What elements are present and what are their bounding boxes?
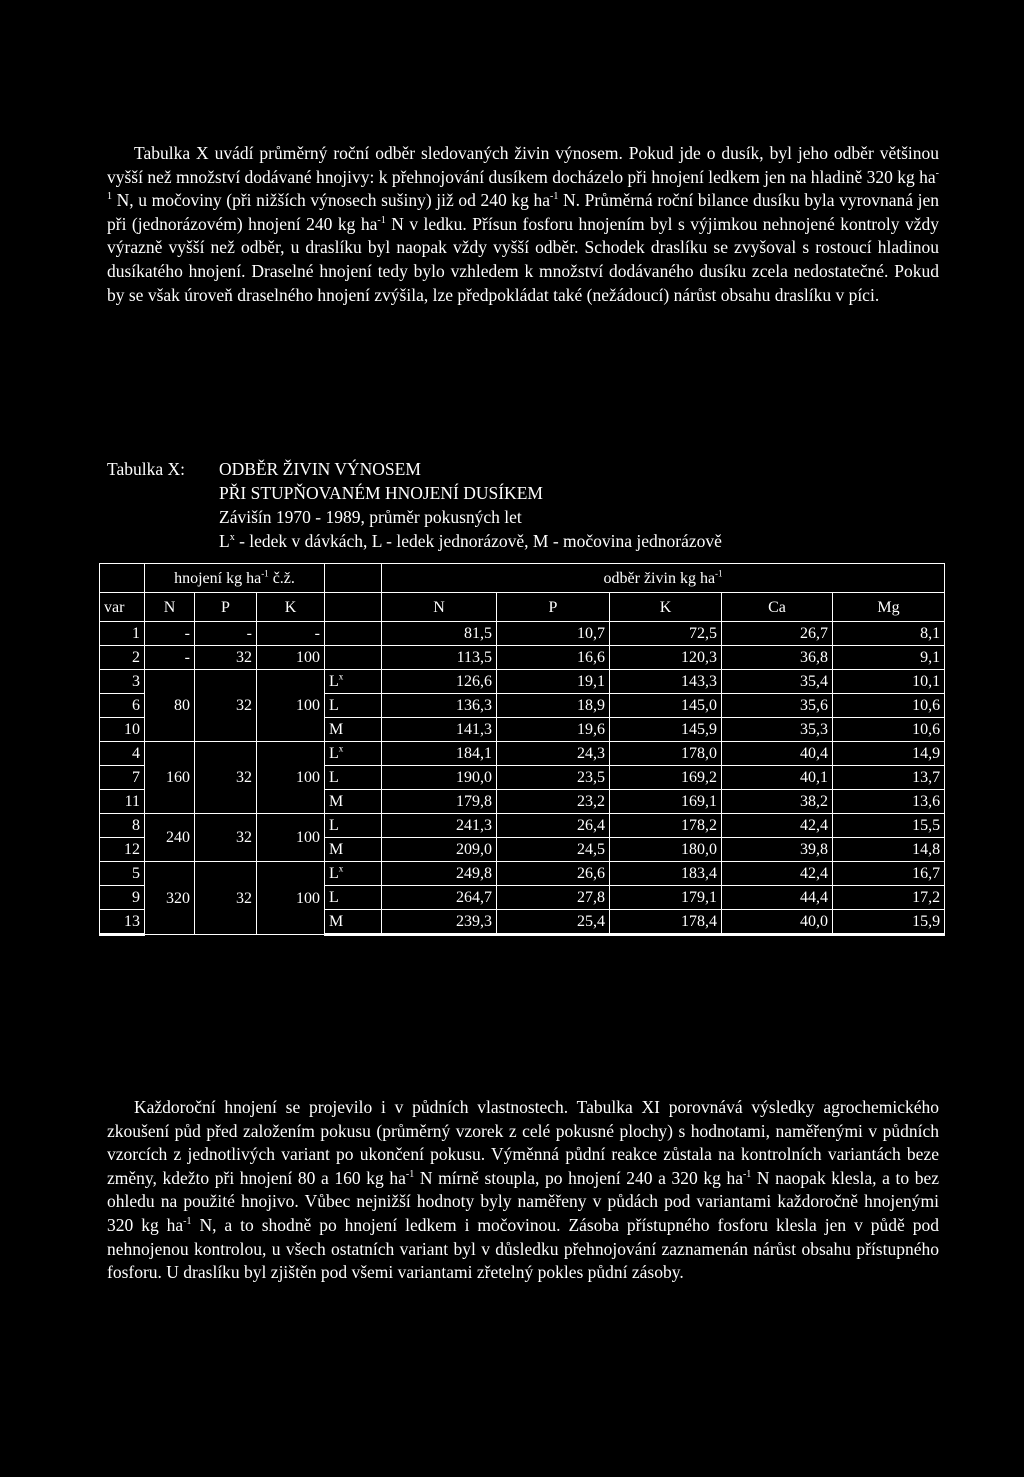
cell-uptake-ca: 44,4 xyxy=(722,886,833,910)
cell-uptake-k: 180,0 xyxy=(610,838,722,862)
cell-uptake-n: 209,0 xyxy=(382,838,497,862)
cell-k: 100 xyxy=(257,670,325,742)
unit-exponent: -1 xyxy=(405,1168,415,1180)
cell-uptake-k: 178,2 xyxy=(610,814,722,838)
cell-uptake-n: 184,1 xyxy=(382,742,497,766)
outro-text-1: Každoroční hnojení se projevilo i v půdních vlastnostech. Tabulka XI porovnává výsledky agrochemického zkoušení půd před založením pokusu (průměrný vzorek z celé pokusné plochy) s hodnotami, naměřenými v půdních vzorcích z jednotlivých variant po ukončení pokusu. Výměnná půdní reakce zůstala na kontrolních variantách beze změny, kdežto při hnojení 80 a 160 kg ha xyxy=(107,1097,939,1188)
cell-form: M xyxy=(325,838,382,862)
cell-uptake-ca: 36,8 xyxy=(722,646,833,670)
cell-uptake-p: 24,3 xyxy=(497,742,610,766)
table-row xyxy=(100,622,945,646)
cell-n: - xyxy=(145,646,195,670)
cell-uptake-k: 145,0 xyxy=(610,694,722,718)
header-var: var xyxy=(100,593,145,622)
cell-n: - xyxy=(145,622,195,646)
header-uptake-ca: Ca xyxy=(722,593,833,622)
cell-uptake-mg: 16,7 xyxy=(833,862,945,886)
table-row xyxy=(100,814,945,838)
cell-form xyxy=(325,622,382,646)
cell-form: M xyxy=(325,910,382,935)
caption-title: ODBĚR ŽIVIN VÝNOSEM xyxy=(219,459,421,479)
cell-uptake-k: 143,3 xyxy=(610,670,722,694)
cell-var: 12 xyxy=(100,838,145,862)
cell-uptake-mg: 14,9 xyxy=(833,742,945,766)
intro-text-2: N, u močoviny (při nižších výnosech sušiny) již od 240 kg ha xyxy=(112,190,551,211)
cell-uptake-mg: 15,9 xyxy=(833,910,945,935)
outro-text-4: N, a to shodně po hnojení ledkem i močovinou. Zásoba přístupného fosforu klesla jen v půdě pod nehnojenou kontrolou, u všech ostatních variant byl v důsledku přehnojování zaznamenán nárůst obsahu přístupného fosforu. U draslíku byl zjištěn pod všemi variantami zřetelný pokles půdní zásoby. xyxy=(107,1214,939,1283)
cell-uptake-ca: 42,4 xyxy=(722,862,833,886)
cell-uptake-k: 169,1 xyxy=(610,790,722,814)
table-header-row xyxy=(100,593,945,622)
cell-uptake-n: 81,5 xyxy=(382,622,497,646)
cell-uptake-k: 183,4 xyxy=(610,862,722,886)
outro-text-3: N naopak klesla, a to bez ohledu na použité hnojivo. Vůbec nejnižší hodnoty byly naměřeny v půdách pod variantami každoročně hnojenými 320 kg ha xyxy=(107,1167,939,1235)
cell-form: L xyxy=(325,694,382,718)
cell-k: 100 xyxy=(257,862,325,935)
cell-form: L xyxy=(325,766,382,790)
cell-uptake-k: 72,5 xyxy=(610,622,722,646)
cell-n: 80 xyxy=(145,670,195,742)
cell-form: M xyxy=(325,718,382,742)
outro-text-2: N mírně stoupla, po hnojení 240 a 320 kg ha xyxy=(414,1167,743,1188)
cell-uptake-p: 18,9 xyxy=(497,694,610,718)
cell-p: 32 xyxy=(195,646,257,670)
cell-var: 2 xyxy=(100,646,145,670)
header-fertilization: hnojení kg $ha^{-1}$ č.ž. xyxy=(145,564,325,593)
cell-var: 4 xyxy=(100,742,145,766)
caption-legend: $L^x$ - ledek v dávkách, L - ledek jednorázově, M - močovina jednorázově xyxy=(219,531,722,551)
cell-uptake-n: 179,8 xyxy=(382,790,497,814)
cell-p: - xyxy=(195,622,257,646)
cell-var: 7 xyxy=(100,766,145,790)
cell-form xyxy=(325,646,382,670)
cell-uptake-ca: 35,4 xyxy=(722,670,833,694)
intro-text-4: N v ledku. Přísun fosforu hnojením byl s výjimkou nehnojené kontroly vždy výrazně vyšší než odběr, u draslíku byl naopak vždy vyšší odběr. Schodek draslíku se zvyšoval s rostoucí hladinou dusíkatého hnojení. Draselné hnojení tedy bylo vzhledem k množství dodávaného dusíku zcela nedostatečné. Pokud by se však úroveň draselného hnojení zvýšila, lze předpokládat také (nežádoucí) nárůst obsahu draslíku v píci. xyxy=(107,213,939,305)
cell-uptake-ca: 42,4 xyxy=(722,814,833,838)
table-row xyxy=(100,862,945,886)
cell-uptake-mg: 10,6 xyxy=(833,694,945,718)
header-empty-cell xyxy=(325,564,382,593)
cell-uptake-mg: 17,2 xyxy=(833,886,945,910)
cell-uptake-mg: 15,5 xyxy=(833,814,945,838)
cell-uptake-p: 10,7 xyxy=(497,622,610,646)
cell-uptake-mg: 10,1 xyxy=(833,670,945,694)
intro-text-1: Tabulka X uvádí průměrný roční odběr sledovaných živin výnosem. Pokud jde o dusík, byl jeho odběr většinou vyšší než množství dodávané hnojivy: k přehnojování dusíkem docházelo při hnojení ledkem jen na hladině 320 kg ha xyxy=(107,143,939,187)
cell-uptake-ca: 40,4 xyxy=(722,742,833,766)
cell-uptake-mg: 13,7 xyxy=(833,766,945,790)
unit-exponent: -1 xyxy=(107,167,939,203)
cell-uptake-p: 26,4 xyxy=(497,814,610,838)
cell-uptake-n: 136,3 xyxy=(382,694,497,718)
cell-uptake-mg: 14,8 xyxy=(833,838,945,862)
cell-uptake-k: 120,3 xyxy=(610,646,722,670)
cell-uptake-ca: 26,7 xyxy=(722,622,833,646)
cell-n: 320 xyxy=(145,862,195,935)
cell-var: 5 xyxy=(100,862,145,886)
cell-uptake-p: 19,6 xyxy=(497,718,610,742)
cell-form: M xyxy=(325,790,382,814)
header-k: K xyxy=(257,593,325,622)
cell-uptake-ca: 35,3 xyxy=(722,718,833,742)
header-uptake: odběr živin kg $ha^{-1}$ xyxy=(382,564,945,593)
table-header-group-row xyxy=(100,564,945,593)
table-row xyxy=(100,742,945,766)
unit-exponent: -1 xyxy=(377,214,386,226)
cell-uptake-n: 113,5 xyxy=(382,646,497,670)
cell-p: 32 xyxy=(195,814,257,862)
cell-p: 32 xyxy=(195,742,257,814)
cell-uptake-mg: 10,6 xyxy=(833,718,945,742)
cell-uptake-mg: 9,1 xyxy=(833,646,945,670)
header-n: N xyxy=(145,593,195,622)
cell-p: 32 xyxy=(195,862,257,935)
nutrient-uptake-table xyxy=(99,563,945,936)
cell-uptake-k: 169,2 xyxy=(610,766,722,790)
cell-uptake-n: 141,3 xyxy=(382,718,497,742)
header-form xyxy=(325,593,382,622)
cell-var: 6 xyxy=(100,694,145,718)
header-p: P xyxy=(195,593,257,622)
header-uptake-k: K xyxy=(610,593,722,622)
cell-n: 240 xyxy=(145,814,195,862)
cell-uptake-mg: 13,6 xyxy=(833,790,945,814)
cell-var: 8 xyxy=(100,814,145,838)
intro-paragraph xyxy=(107,142,939,307)
cell-uptake-p: 19,1 xyxy=(497,670,610,694)
cell-uptake-mg: 8,1 xyxy=(833,622,945,646)
caption-label: Tabulka X: xyxy=(107,459,185,479)
cell-uptake-n: 264,7 xyxy=(382,886,497,910)
cell-n: 160 xyxy=(145,742,195,814)
cell-form: $L^x$ xyxy=(325,670,382,694)
cell-uptake-p: 26,6 xyxy=(497,862,610,886)
cell-uptake-ca: 40,0 xyxy=(722,910,833,935)
unit-exponent: -1 xyxy=(742,1168,752,1180)
cell-k: - xyxy=(257,622,325,646)
cell-uptake-p: 27,8 xyxy=(497,886,610,910)
cell-form: L xyxy=(325,814,382,838)
cell-var: 1 xyxy=(100,622,145,646)
cell-uptake-p: 24,5 xyxy=(497,838,610,862)
header-uptake-p: P xyxy=(497,593,610,622)
cell-uptake-p: 16,6 xyxy=(497,646,610,670)
cell-uptake-k: 145,9 xyxy=(610,718,722,742)
cell-uptake-ca: 35,6 xyxy=(722,694,833,718)
unit-exponent: -1 xyxy=(183,1216,192,1228)
cell-uptake-p: 25,4 xyxy=(497,910,610,935)
intro-text-3: N. Průměrná roční bilance dusíku byla vyrovnaná jen při (jednorázovém) hnojení 240 kg ha xyxy=(107,190,939,234)
header-uptake-n: N xyxy=(382,593,497,622)
header-empty-cell xyxy=(100,564,145,593)
cell-var: 10 xyxy=(100,718,145,742)
cell-var: 3 xyxy=(100,670,145,694)
table-row xyxy=(100,646,945,670)
cell-uptake-ca: 38,2 xyxy=(722,790,833,814)
outro-paragraph xyxy=(107,1096,939,1285)
caption-lines xyxy=(219,457,919,553)
cell-uptake-p: 23,5 xyxy=(497,766,610,790)
cell-var: 13 xyxy=(100,910,145,935)
table-row xyxy=(100,670,945,694)
cell-var: 11 xyxy=(100,790,145,814)
cell-k: 100 xyxy=(257,814,325,862)
header-uptake-mg: Mg xyxy=(833,593,945,622)
cell-k: 100 xyxy=(257,742,325,814)
cell-uptake-ca: 40,1 xyxy=(722,766,833,790)
cell-var: 9 xyxy=(100,886,145,910)
cell-uptake-ca: 39,8 xyxy=(722,838,833,862)
caption-location: Závišín 1970 - 1989, průměr pokusných let xyxy=(219,507,522,527)
cell-form: L xyxy=(325,886,382,910)
cell-uptake-n: 241,3 xyxy=(382,814,497,838)
cell-uptake-k: 179,1 xyxy=(610,886,722,910)
cell-uptake-n: 239,3 xyxy=(382,910,497,935)
cell-p: 32 xyxy=(195,670,257,742)
cell-uptake-n: 249,8 xyxy=(382,862,497,886)
cell-uptake-p: 23,2 xyxy=(497,790,610,814)
cell-form: $L^x$ xyxy=(325,862,382,886)
caption-subtitle: PŘI STUPŇOVANÉM HNOJENÍ DUSÍKEM xyxy=(219,483,543,503)
cell-uptake-n: 190,0 xyxy=(382,766,497,790)
cell-uptake-n: 126,6 xyxy=(382,670,497,694)
cell-form: $L^x$ xyxy=(325,742,382,766)
cell-k: 100 xyxy=(257,646,325,670)
cell-uptake-k: 178,4 xyxy=(610,910,722,935)
unit-exponent: -1 xyxy=(550,191,559,203)
cell-uptake-k: 178,0 xyxy=(610,742,722,766)
